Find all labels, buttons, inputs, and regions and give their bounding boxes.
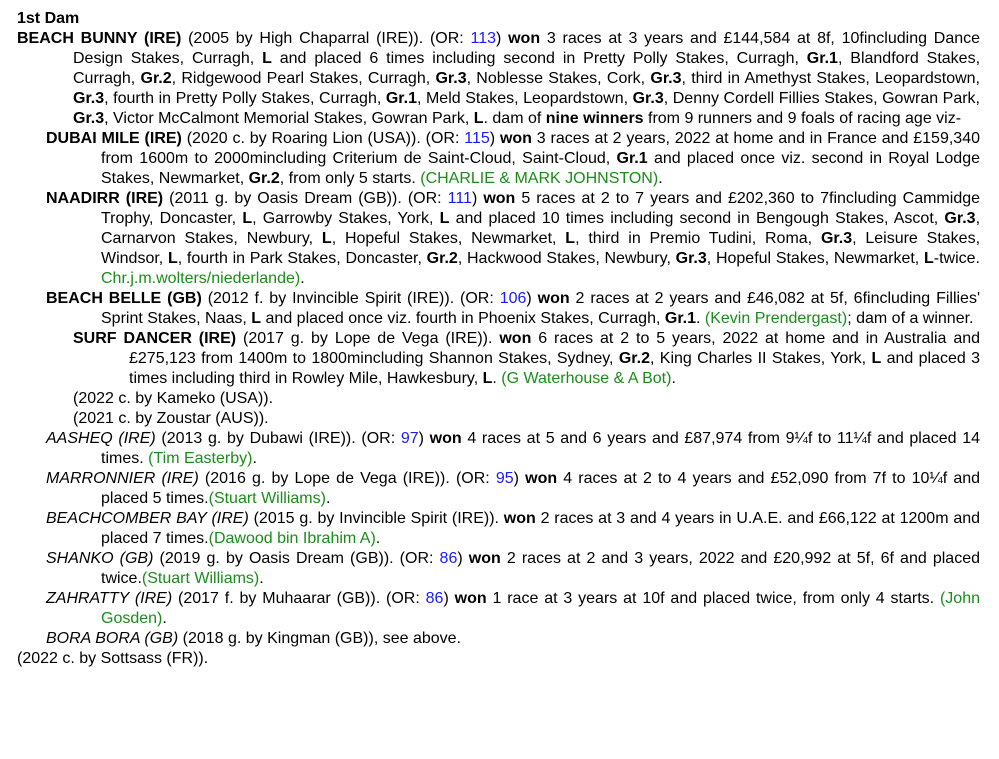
- emphasis-text: Gr.1: [806, 50, 838, 67]
- entry-text: 1 race at 3 years at 10f and placed twice, from only 4 starts.: [486, 590, 940, 607]
- horse-name: AASHEQ (IRE): [46, 430, 156, 447]
- trainer-name: (CHARLIE & MARK JOHNSTON): [420, 170, 659, 187]
- entry-text: (2022 c. by Sottsass (FR)).: [17, 650, 209, 667]
- emphasis-text: Gr.2: [618, 350, 650, 367]
- emphasis-text: won: [537, 290, 570, 307]
- emphasis-text: Gr.3: [435, 70, 467, 87]
- entry-text: 3 races at 2 years, 2022 at home and in France and £159,340 from 1600m to 2000mincluding Criterium de Saint-Cloud, Saint-Cloud,: [101, 130, 980, 167]
- entry-text: , Leisure Stakes, Windsor,: [101, 230, 981, 267]
- emphasis-text: Gr.2: [140, 70, 172, 87]
- official-rating: 95: [495, 470, 514, 487]
- entry-text: , Ridgewood Pearl Stakes, Curragh,: [171, 70, 436, 87]
- emphasis-text: Gr.3: [650, 70, 682, 87]
- entry-text: (2013 g. by Dubawi (IRE)). (OR:: [155, 430, 401, 447]
- entry-text: 2 races at 2 and 3 years, 2022 and £20,992 at 5f, 6f and placed twice.: [101, 550, 980, 587]
- pedigree-entry: [46, 429, 980, 469]
- entry-text: 4 races at 5 and 6 years and £87,974 from 9¼f to 11¼f and placed 14 times.: [101, 430, 981, 467]
- horse-name: BEACH BELLE (GB): [46, 290, 202, 307]
- emphasis-text: won: [468, 550, 501, 567]
- pedigree-entry: [17, 649, 980, 669]
- trainer-name: (Kevin Prendergast): [704, 310, 848, 327]
- entry-text: and placed once viz. second in Royal Lodge Stakes, Newmarket,: [101, 150, 980, 187]
- entry-text: , Blandford Stakes, Curragh,: [73, 50, 981, 87]
- emphasis-text: won: [508, 30, 541, 47]
- trainer-name: (Stuart Williams): [208, 490, 326, 507]
- emphasis-text: won: [525, 470, 558, 487]
- horse-name: SURF DANCER (IRE): [73, 330, 237, 347]
- emphasis-text: L: [251, 310, 262, 327]
- pedigree-entry: [46, 629, 980, 649]
- entry-text: ): [443, 590, 455, 607]
- trainer-name: (Dawood bin Ibrahim A): [208, 530, 376, 547]
- entry-text: ; dam of a winner.: [847, 310, 974, 327]
- entry-text: , third in Premio Tudini, Roma,: [575, 230, 821, 247]
- entry-text: , King Charles II Stakes, York,: [649, 350, 872, 367]
- entry-text: (2020 c. by Roaring Lion (USA)). (OR:: [181, 130, 465, 147]
- entry-text: 3 races at 3 years and £144,584 at 8f, 10fincluding Dance Design Stakes, Curragh,: [73, 30, 981, 67]
- emphasis-text: Gr.3: [820, 230, 853, 247]
- emphasis-text: Gr.1: [385, 90, 417, 107]
- entry-text: .: [259, 570, 264, 587]
- emphasis-text: Gr.3: [632, 90, 664, 107]
- entry-text: and placed once viz. fourth in Phoenix Stakes, Curragh,: [261, 310, 665, 327]
- entry-text: (2012 f. by Invincible Spirit (IRE)). (OR:: [201, 290, 500, 307]
- entry-text: , Victor McCalmont Memorial Stakes, Gowran Park,: [104, 110, 474, 127]
- trainer-name: (G Waterhouse & A Bot): [501, 370, 672, 387]
- entry-text: , Noblesse Stakes, Cork,: [466, 70, 651, 87]
- horse-name: BEACH BUNNY (IRE): [17, 30, 182, 47]
- entry-text: ): [513, 470, 526, 487]
- emphasis-text: Gr.1: [664, 310, 697, 327]
- pedigree-entry: [46, 189, 980, 289]
- entry-text: .: [252, 450, 257, 467]
- emphasis-text: Gr.2: [248, 170, 280, 187]
- entry-text: .: [696, 310, 705, 327]
- official-rating: 97: [400, 430, 419, 447]
- entry-text: (2017 f. by Muhaarar (GB)). (OR:: [172, 590, 426, 607]
- emphasis-text: won: [503, 510, 536, 527]
- pedigree-entry: [46, 589, 980, 629]
- emphasis-text: L: [482, 370, 493, 387]
- pedigree-entry: [46, 469, 980, 509]
- pedigree-entry: [73, 329, 980, 389]
- entry-text: .: [300, 270, 305, 287]
- entry-text: , Garrowby Stakes, York,: [252, 210, 440, 227]
- entry-text: , Hackwood Stakes, Newbury,: [457, 250, 676, 267]
- entry-text: .: [658, 170, 663, 187]
- entry-text: , third in Amethyst Stakes, Leopardstown,: [681, 70, 981, 87]
- emphasis-text: Gr.3: [944, 210, 976, 227]
- official-rating: 111: [447, 190, 472, 207]
- entry-text: .: [162, 610, 167, 627]
- emphasis-text: won: [454, 590, 487, 607]
- entry-text: ): [418, 430, 430, 447]
- trainer-name: Chr.j.m.wolters/niederlande): [101, 270, 301, 287]
- pedigree-entry: [46, 549, 980, 589]
- entry-text: .: [375, 530, 381, 547]
- entry-text: .: [671, 370, 676, 387]
- entry-text: 2 races at 3 and 4 years in U.A.E. and £66,122 at 1200m and placed 7 times.: [101, 510, 981, 547]
- horse-name: BORA BORA (GB): [46, 630, 179, 647]
- entry-text: (2018 g. by Kingman (GB)), see above.: [178, 630, 461, 647]
- pedigree-entry: [46, 129, 980, 189]
- official-rating: 86: [439, 550, 458, 567]
- emphasis-text: won: [499, 130, 532, 147]
- entry-text: (2022 c. by Kameko (USA)).: [73, 390, 274, 407]
- trainer-name: (John Gosden): [101, 590, 980, 627]
- emphasis-text: L: [321, 230, 332, 247]
- horse-name: NAADIRR (IRE): [46, 190, 164, 207]
- emphasis-text: won: [499, 330, 532, 347]
- entry-text: , fourth in Park Stakes, Doncaster,: [177, 250, 427, 267]
- emphasis-text: L: [242, 210, 253, 227]
- entry-text: .: [325, 490, 331, 507]
- entry-text: from 9 runners and 9 foals of racing age viz-: [643, 110, 962, 127]
- emphasis-text: Gr.3: [73, 90, 105, 107]
- emphasis-text: won: [429, 430, 462, 447]
- entry-text: , Hopeful Stakes, Newmarket,: [331, 230, 566, 247]
- entry-text: , Hopeful Stakes, Newmarket,: [706, 250, 924, 267]
- entry-text: (2015 g. by Invincible Spirit (IRE)).: [248, 510, 504, 527]
- horse-name: MARRONNIER (IRE): [46, 470, 199, 487]
- horse-name: ZAHRATTY (IRE): [46, 590, 173, 607]
- entry-text: . dam of: [483, 110, 546, 127]
- emphasis-text: L: [167, 250, 178, 267]
- pedigree-entry: [17, 29, 980, 129]
- entry-text: 6 races at 2 to 5 years, 2022 at home and in Australia and £275,123 from 1400m to 1800mincluding Shannon Stakes, Sydney,: [129, 330, 981, 367]
- entry-text: , Meld Stakes, Leopardstown,: [416, 90, 633, 107]
- official-rating: 115: [464, 130, 490, 147]
- emphasis-text: L: [923, 250, 934, 267]
- emphasis-text: nine winners: [545, 110, 644, 127]
- entry-text: -twice.: [933, 250, 980, 267]
- emphasis-text: Gr.1: [616, 150, 648, 167]
- official-rating: 113: [470, 30, 497, 47]
- entry-text: ): [489, 130, 500, 147]
- pedigree-entry: [46, 289, 980, 329]
- entry-text: ): [496, 30, 509, 47]
- emphasis-text: L: [565, 230, 576, 247]
- entry-text: and placed 6 times including second in Pretty Polly Stakes, Curragh,: [271, 50, 807, 67]
- entry-text: .: [492, 370, 502, 387]
- entry-text: (2017 g. by Lope de Vega (IRE)).: [236, 330, 500, 347]
- entry-text: (2005 by High Chaparral (IRE)). (OR:: [181, 30, 471, 47]
- official-rating: 106: [499, 290, 527, 307]
- entry-text: 4 races at 2 to 4 years and £52,090 from 7f to 10¼f and placed 5 times.: [101, 470, 981, 507]
- entry-text: ): [526, 290, 538, 307]
- pedigree-entry: [73, 389, 980, 409]
- entry-text: (2011 g. by Oasis Dream (GB)). (OR:: [163, 190, 448, 207]
- entry-text: , Carnarvon Stakes, Newbury,: [101, 210, 981, 247]
- emphasis-text: L: [473, 110, 484, 127]
- section-heading: 1st Dam: [17, 10, 80, 27]
- entry-text: , from only 5 starts.: [279, 170, 421, 187]
- entry-text: , Denny Cordell Fillies Stakes, Gowran Park,: [663, 90, 981, 107]
- entry-text: (2019 g. by Oasis Dream (GB)). (OR:: [153, 550, 440, 567]
- horse-name: SHANKO (GB): [46, 550, 154, 567]
- emphasis-text: Gr.3: [675, 250, 707, 267]
- emphasis-text: won: [483, 190, 516, 207]
- entry-text: (2021 c. by Zoustar (AUS)).: [73, 410, 269, 427]
- horse-name: DUBAI MILE (IRE): [46, 130, 182, 147]
- official-rating: 86: [425, 590, 444, 607]
- entry-text: 5 races at 2 to 7 years and £202,360 to 7fincluding Cammidge Trophy, Doncaster,: [101, 190, 981, 227]
- emphasis-text: L: [871, 350, 882, 367]
- entry-text: and placed 3 times including third in Rowley Mile, Hawkesbury,: [129, 350, 981, 387]
- entry-text: (2016 g. by Lope de Vega (IRE)). (OR:: [198, 470, 496, 487]
- entry-text: 2 races at 2 years and £46,082 at 5f, 6fincluding Fillies' Sprint Stakes, Naas,: [101, 290, 981, 327]
- entry-text: and placed 10 times including second in Bengough Stakes, Ascot,: [449, 210, 945, 227]
- pedigree-entry: [46, 509, 980, 549]
- entry-text: , fourth in Pretty Polly Stakes, Curragh,: [104, 90, 386, 107]
- trainer-name: (Tim Easterby): [148, 450, 253, 467]
- trainer-name: (Stuart Williams): [141, 570, 260, 587]
- horse-name: BEACHCOMBER BAY (IRE): [46, 510, 249, 527]
- emphasis-text: L: [439, 210, 450, 227]
- emphasis-text: Gr.3: [73, 110, 105, 127]
- emphasis-text: L: [262, 50, 272, 67]
- emphasis-text: Gr.2: [426, 250, 458, 267]
- entry-text: ): [457, 550, 469, 567]
- pedigree-entry: [73, 409, 980, 429]
- produce-list: [17, 29, 980, 669]
- entry-text: ): [471, 190, 484, 207]
